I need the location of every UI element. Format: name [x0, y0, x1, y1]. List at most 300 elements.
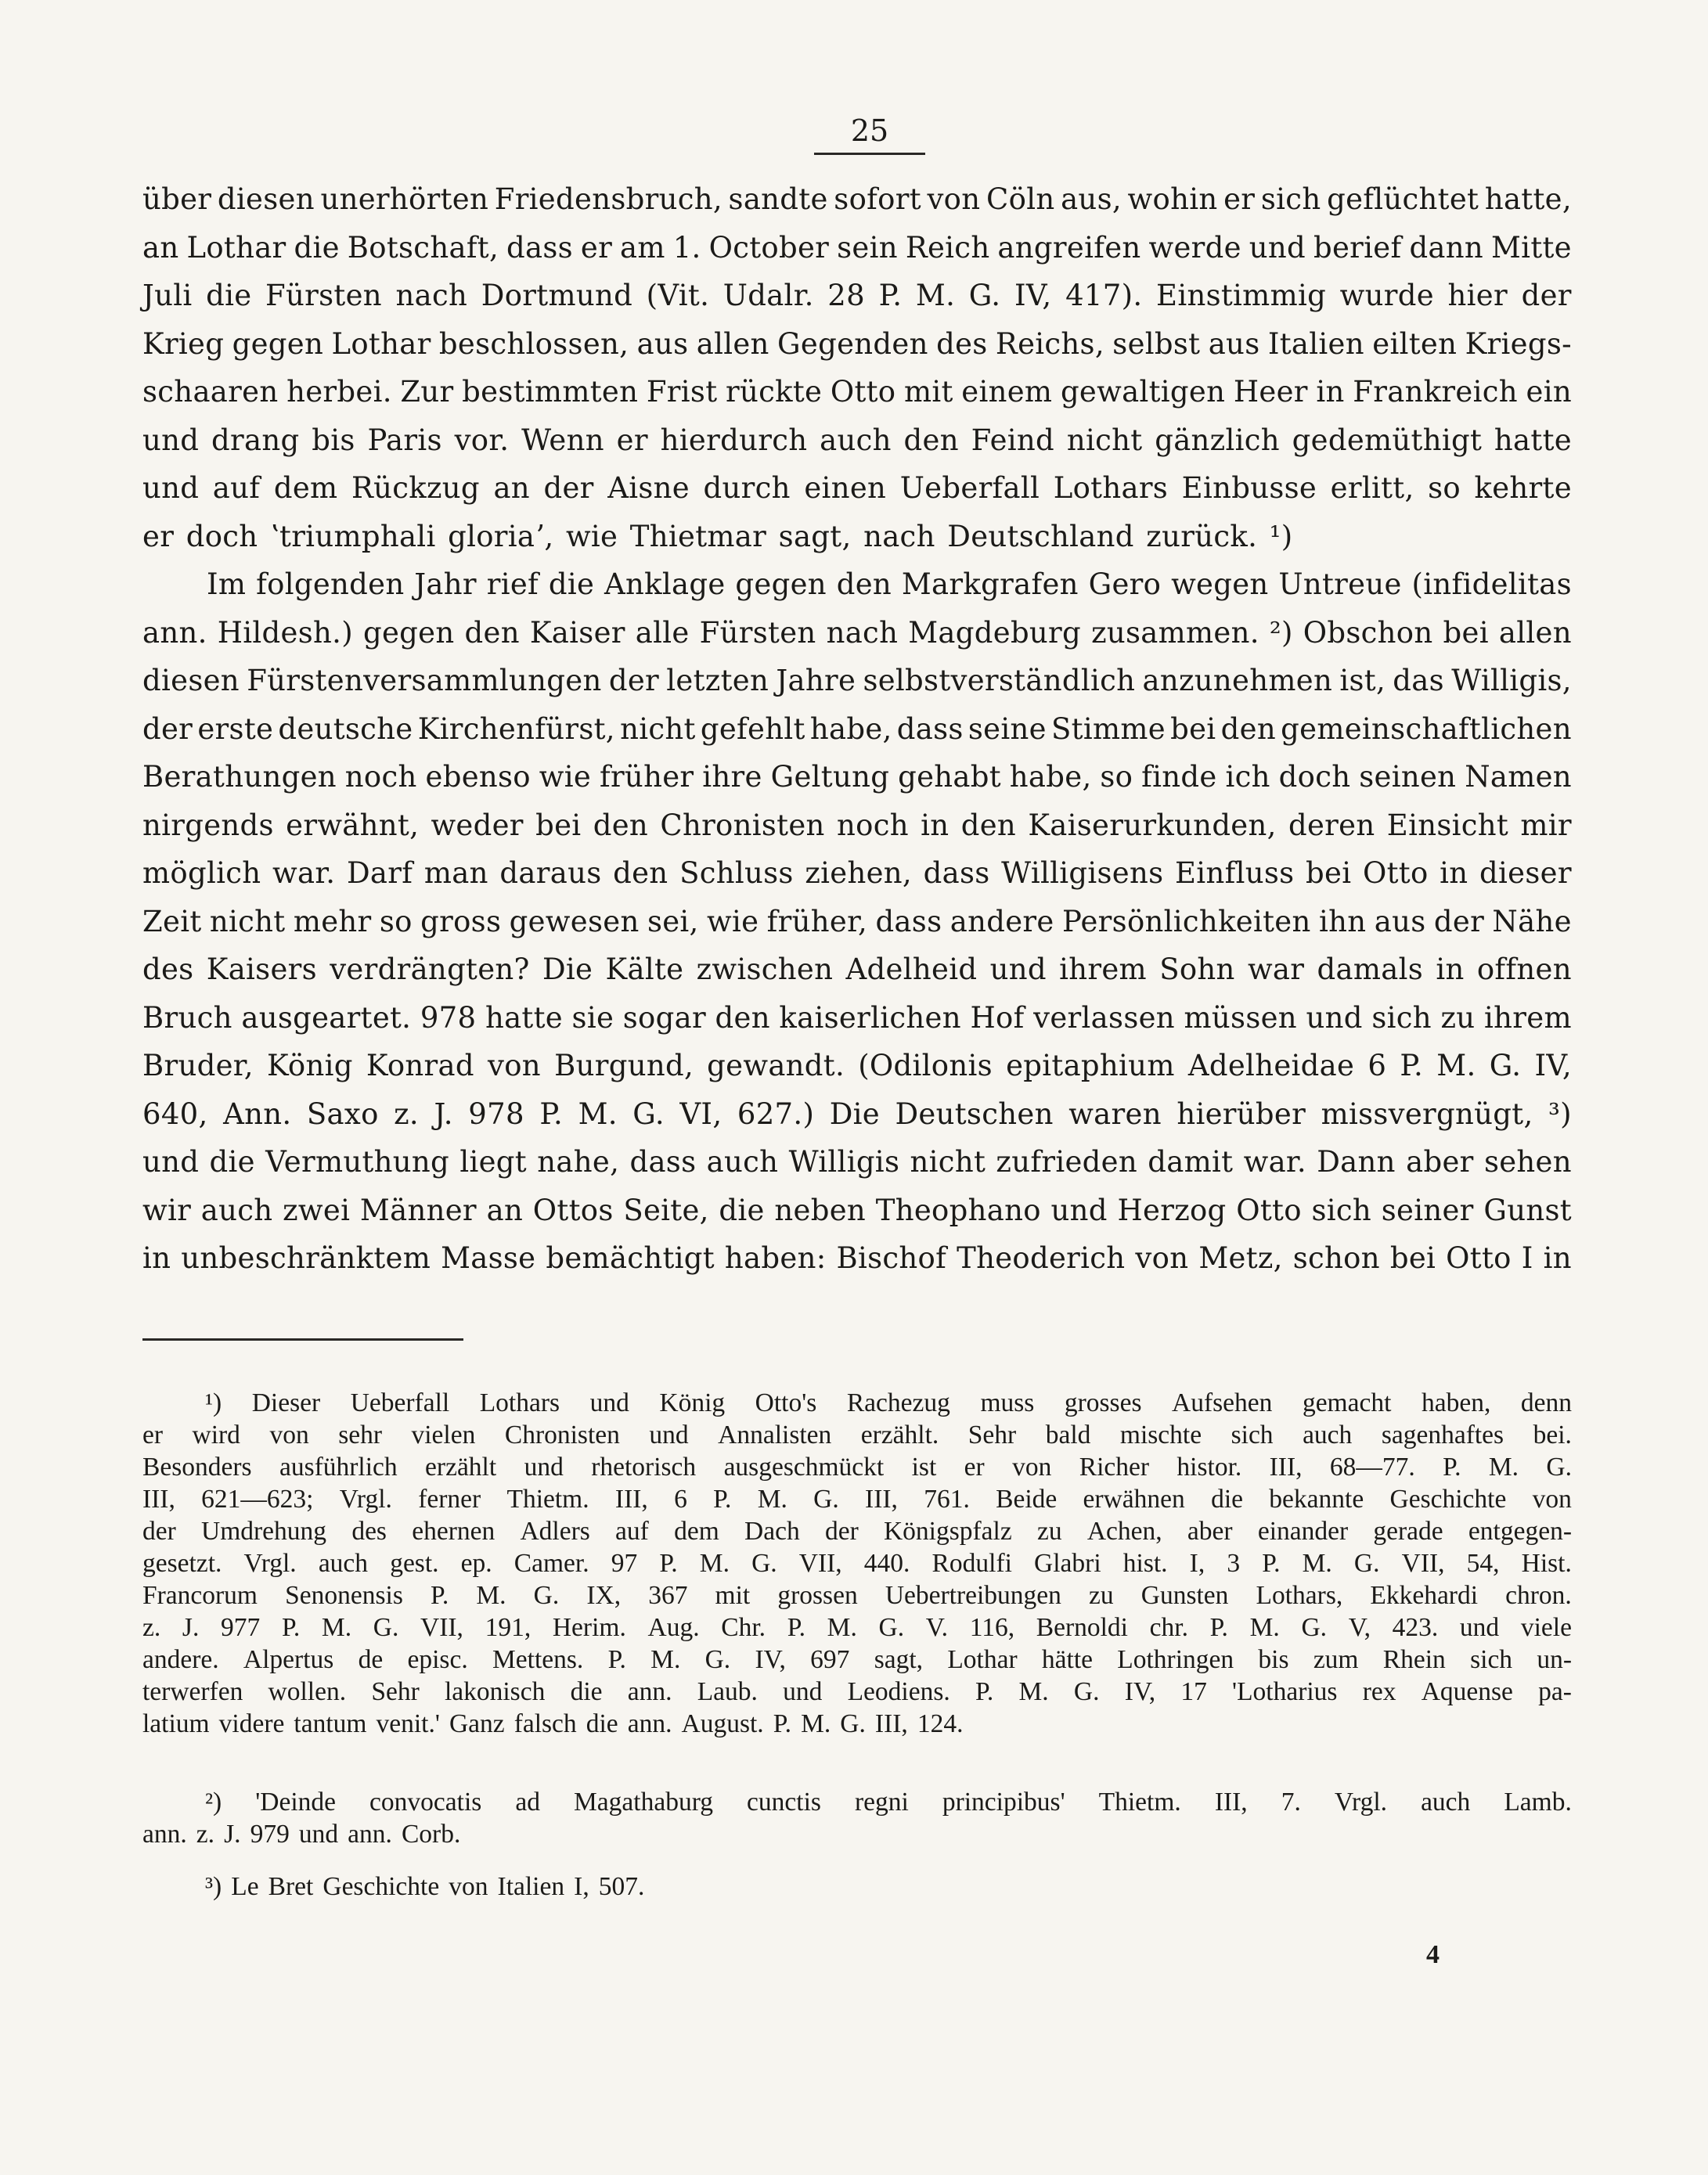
word: am — [620, 230, 665, 265]
word: Deutschland — [947, 519, 1134, 553]
text-line — [142, 224, 1572, 272]
word: den — [836, 567, 892, 601]
word: Kälte — [605, 952, 684, 986]
word: weder — [431, 808, 524, 842]
word: G. — [1489, 1049, 1522, 1082]
word: regni — [854, 1788, 909, 1817]
word: er — [580, 230, 613, 265]
word: tantum — [294, 1709, 367, 1738]
word: Ueberfall — [899, 471, 1040, 505]
word: früher — [599, 760, 694, 794]
word: gemeinschaftlichen — [1281, 711, 1572, 746]
word: M. — [321, 1613, 352, 1642]
word: P. — [607, 1645, 626, 1674]
word: ¹) — [205, 1388, 222, 1417]
word: aus — [1374, 904, 1426, 938]
word: 627.) — [737, 1097, 815, 1131]
word: P. — [1443, 1453, 1461, 1482]
word: III, — [865, 1485, 898, 1514]
word: und — [298, 1820, 339, 1849]
word: ausführlich — [279, 1453, 398, 1482]
word: I, — [574, 1872, 589, 1901]
word: deutsche — [278, 711, 413, 746]
word: hierüber — [1177, 1097, 1306, 1131]
word: gewaltigen — [1060, 375, 1226, 409]
word: M. — [827, 1613, 857, 1642]
word: Italien — [1267, 326, 1364, 361]
word: Sehr — [371, 1677, 420, 1706]
word: Otto — [830, 375, 896, 409]
word: lakonisch — [444, 1677, 546, 1706]
word: Dieser — [251, 1388, 321, 1417]
word: die — [586, 1709, 618, 1738]
word: zwischen — [696, 952, 834, 986]
word: Sohn — [1159, 952, 1235, 986]
word: Uebertreibungen — [885, 1581, 1061, 1610]
word: 68—77. — [1329, 1453, 1415, 1482]
word: Theoderich — [957, 1241, 1126, 1275]
word: chr. — [1149, 1613, 1188, 1642]
word: 507. — [598, 1872, 645, 1901]
word: 1. — [672, 230, 701, 265]
word: nicht — [910, 1145, 986, 1179]
word: war — [1247, 952, 1305, 986]
word: wird — [192, 1421, 240, 1449]
text-line — [142, 560, 1572, 609]
word: M. — [650, 1645, 681, 1674]
word: in — [921, 808, 949, 842]
word: haben, — [1421, 1388, 1491, 1417]
word: den — [1220, 711, 1276, 746]
word: und — [989, 952, 1047, 986]
word: ann. — [142, 615, 207, 650]
word: sie — [571, 1000, 614, 1035]
word: mischte — [1119, 1421, 1202, 1449]
word: ²) — [205, 1788, 222, 1817]
word: Burgund, — [554, 1049, 694, 1082]
word: III, — [874, 1709, 908, 1738]
word: M. — [915, 279, 956, 312]
word: gegen — [735, 567, 827, 601]
text-line — [142, 1234, 1572, 1283]
text-line — [142, 368, 1572, 416]
page-number: 25 — [814, 113, 925, 155]
word: aus — [636, 326, 689, 361]
word: zwei — [283, 1193, 351, 1227]
word: M. — [1302, 1549, 1332, 1578]
word: Rachezug — [846, 1388, 950, 1417]
word: muss — [980, 1388, 1035, 1417]
word: sagenhaftes — [1381, 1421, 1504, 1449]
word: ist, — [1339, 664, 1386, 697]
word: finde — [1141, 760, 1217, 794]
word: Richer — [1079, 1453, 1150, 1482]
word: mehr — [293, 904, 372, 938]
word: 621—623; — [201, 1485, 314, 1514]
word: Adlers — [520, 1517, 590, 1546]
word: beschlossen, — [438, 326, 629, 361]
word: Saxo — [306, 1097, 379, 1131]
word: Aufsehen — [1172, 1388, 1273, 1417]
word: man — [423, 856, 488, 890]
word: auf — [615, 1517, 649, 1546]
word: und — [649, 1421, 689, 1449]
word: Alpertus — [243, 1645, 334, 1674]
word: Kriegs- — [1465, 326, 1572, 361]
word: gänzlich — [1155, 423, 1280, 457]
word: seiner — [1381, 1193, 1474, 1227]
word: bei — [1170, 711, 1216, 746]
word: von — [488, 1049, 541, 1082]
word: Deutschen — [895, 1097, 1054, 1131]
word: Geltung — [770, 760, 890, 794]
word: so — [1100, 760, 1133, 794]
word: P. — [430, 1581, 449, 1610]
word: müssen — [1184, 1000, 1297, 1035]
word: 979 — [250, 1820, 290, 1849]
word: und — [142, 471, 200, 505]
word: P. — [1400, 1049, 1424, 1082]
word: Einfluss — [1175, 856, 1295, 890]
word: 761. — [924, 1485, 970, 1514]
footnote-line — [142, 1676, 1572, 1708]
word: diesen — [217, 182, 315, 216]
word: Corb. — [401, 1820, 461, 1849]
word: doch — [186, 519, 258, 553]
word: Otto — [1362, 856, 1429, 890]
word: Lothar — [331, 326, 431, 361]
word: entgegen- — [1468, 1517, 1572, 1546]
word: Lothar — [947, 1645, 1018, 1674]
word: gegen — [362, 615, 455, 650]
word: Rückzug — [351, 471, 480, 505]
word: allen — [696, 326, 769, 361]
word: terwerfen — [142, 1677, 243, 1706]
word: Achen, — [1086, 1517, 1162, 1546]
word: Ottos — [532, 1193, 614, 1227]
footnote-spacer — [142, 1850, 1572, 1871]
word: Metz, — [1198, 1241, 1283, 1275]
word: Krieg — [142, 326, 225, 361]
word: bis — [312, 423, 355, 457]
word: mit — [903, 375, 953, 409]
word: auch — [318, 1549, 369, 1578]
word: von — [927, 182, 981, 216]
word: 191, — [485, 1613, 531, 1642]
word: M. — [1436, 1049, 1476, 1082]
word: hatte — [485, 1000, 563, 1035]
word: noch — [344, 760, 417, 794]
word: G. — [968, 279, 1001, 312]
footnotes — [142, 1387, 1572, 1903]
word: ebenso — [425, 760, 531, 794]
word: denn — [1520, 1388, 1572, 1417]
word: mit — [715, 1581, 751, 1610]
word: möglich — [142, 856, 261, 890]
word: Chronisten — [504, 1421, 620, 1449]
word: III, — [1214, 1788, 1248, 1817]
text-line — [142, 320, 1572, 369]
word: an — [493, 471, 530, 505]
word: Bret — [268, 1872, 314, 1901]
word: der — [1433, 904, 1485, 938]
word: Fürstenversammlungen — [247, 664, 602, 697]
word: wir — [142, 1193, 192, 1227]
word: in — [1316, 375, 1345, 409]
word: Königspfalz — [883, 1517, 1012, 1546]
word: I — [1521, 1241, 1533, 1275]
word: Hof — [970, 1000, 1025, 1035]
word: dass — [923, 856, 990, 890]
word: die — [294, 230, 340, 265]
word: G. — [373, 1613, 399, 1642]
word: Herzog — [1117, 1193, 1227, 1227]
word: 6 — [674, 1485, 687, 1514]
text-line — [142, 945, 1572, 994]
word: Dach — [744, 1517, 800, 1546]
word: (infidelitas — [1411, 567, 1572, 601]
word: Mettens. — [492, 1645, 584, 1674]
word: dann — [1409, 230, 1484, 265]
word: Jahr — [414, 567, 477, 601]
footnote-line — [142, 1547, 1572, 1579]
word: Willigis, — [1451, 664, 1572, 697]
word: folgenden — [256, 567, 405, 601]
word: liegt — [459, 1145, 527, 1179]
word: P. — [281, 1613, 301, 1642]
word: Rodulfi — [931, 1549, 1012, 1578]
word: 28 — [827, 279, 865, 312]
word: z. — [196, 1820, 215, 1849]
word: gehabt — [898, 760, 1001, 794]
word: den — [613, 856, 668, 890]
word: Kaiser — [529, 615, 625, 650]
word: pa- — [1538, 1677, 1572, 1706]
word: der — [142, 711, 193, 746]
word: Willigisens — [1001, 856, 1164, 890]
word: war. — [272, 856, 336, 890]
word: Schluss — [679, 856, 794, 890]
word: Hildesh.) — [217, 615, 353, 650]
word: daraus — [499, 856, 602, 890]
word: verlassen — [1033, 1000, 1175, 1035]
word: ʽtriumphali — [269, 519, 436, 553]
footnote-line — [142, 1644, 1572, 1676]
word: ann. — [142, 1820, 187, 1849]
word: Seite, — [623, 1193, 709, 1227]
word: sein — [837, 230, 898, 265]
word: den — [464, 615, 520, 650]
text-line — [142, 1138, 1572, 1187]
word: gerade — [1373, 1517, 1443, 1546]
word: Feind — [971, 423, 1055, 457]
word: rückte — [725, 375, 823, 409]
word: J. — [434, 1097, 453, 1131]
word: epitaphium — [1006, 1049, 1175, 1082]
word: Im — [207, 567, 247, 601]
word: 640, — [142, 1097, 208, 1131]
word: (Vit. — [646, 279, 710, 312]
word: gewesen — [509, 904, 640, 938]
word: war. — [1243, 1145, 1306, 1179]
word: G. — [632, 1097, 665, 1131]
word: convocatis — [369, 1788, 482, 1817]
main-text — [142, 175, 1572, 1283]
word: ehernen — [412, 1517, 495, 1546]
word: seine — [968, 711, 1047, 746]
word: hier — [1447, 279, 1508, 312]
word: Beide — [996, 1485, 1058, 1514]
word: kaiserlichen — [779, 1000, 961, 1035]
footnote-line — [142, 1579, 1572, 1611]
word: falsch — [513, 1709, 577, 1738]
word: habe, — [809, 711, 892, 746]
word: ann. — [627, 1677, 672, 1706]
word: ihn — [1318, 904, 1367, 938]
word: gesetzt. — [142, 1549, 222, 1578]
word: ferner — [418, 1485, 481, 1514]
word: Darf — [346, 856, 413, 890]
word: König — [659, 1388, 726, 1417]
word: G. — [1353, 1549, 1380, 1578]
word: sich — [1371, 1000, 1432, 1035]
word: bei — [1389, 1241, 1436, 1275]
word: G. — [878, 1613, 905, 1642]
word: 697 — [810, 1645, 850, 1674]
word: VII, — [1401, 1549, 1445, 1578]
word: sofort — [834, 182, 921, 216]
word: VI, — [679, 1097, 722, 1131]
word: 124. — [917, 1709, 964, 1738]
word: missvergnügt, — [1321, 1097, 1533, 1131]
word: selbst — [1112, 326, 1201, 361]
text-line — [142, 1187, 1572, 1235]
word: Markgrafen — [901, 567, 1079, 601]
word: Fürsten — [265, 279, 382, 312]
word: Otto — [1446, 1241, 1512, 1275]
word: damals — [1317, 952, 1424, 986]
word: früher, — [766, 904, 868, 938]
word: nicht — [620, 711, 696, 746]
word: ziehen, — [805, 856, 912, 890]
text-line — [142, 1042, 1572, 1090]
word: un- — [1537, 1645, 1572, 1674]
word: Bruder, — [142, 1049, 254, 1082]
word: Willigis — [788, 1145, 900, 1179]
word: 97 — [611, 1549, 638, 1578]
word: er — [616, 423, 648, 457]
word: M. — [757, 1485, 787, 1514]
word: Botschaft, — [347, 230, 499, 265]
word: bis — [1258, 1645, 1289, 1674]
word: wohin — [1127, 182, 1218, 216]
text-line — [142, 609, 1572, 657]
word: vor. — [454, 423, 510, 457]
word: andere — [949, 904, 1054, 938]
word: von — [449, 1872, 488, 1901]
word: bekannte — [1269, 1485, 1364, 1514]
word: sandte — [728, 182, 828, 216]
word: J. — [224, 1820, 241, 1849]
word: 116, — [969, 1613, 1015, 1642]
word: ausgeartet. — [241, 1000, 412, 1035]
word: P. — [659, 1549, 678, 1578]
word: Dann — [1317, 1145, 1396, 1179]
word: P. — [713, 1485, 732, 1514]
text-line — [142, 705, 1572, 754]
text-line — [142, 175, 1572, 224]
word: Annalisten — [718, 1421, 832, 1449]
word: dem — [273, 471, 338, 505]
word: ihrem — [1059, 952, 1147, 986]
word: IX, — [586, 1581, 622, 1610]
word: M. — [1249, 1613, 1280, 1642]
word: IV, — [755, 1645, 786, 1674]
word: Sehr — [968, 1421, 1017, 1449]
word: wollen. — [268, 1677, 347, 1706]
word: IV, — [1014, 279, 1052, 312]
word: videre — [218, 1709, 285, 1738]
word: Masse — [441, 1241, 536, 1275]
word: ³) — [205, 1872, 222, 1901]
word: Bischof — [836, 1241, 947, 1275]
word: den — [715, 1000, 770, 1035]
word: so — [379, 904, 413, 938]
word: ²) — [1269, 615, 1293, 650]
word: erwähnen — [1083, 1485, 1185, 1514]
word: Herim. — [552, 1613, 626, 1642]
word: anzunehmen — [1142, 664, 1333, 697]
word: histor. — [1177, 1453, 1242, 1482]
word: G. — [1073, 1677, 1100, 1706]
word: Jahre — [776, 664, 856, 697]
footnote-line — [142, 1483, 1572, 1515]
word: von — [1532, 1485, 1572, 1514]
word: und — [589, 1388, 629, 1417]
word: nach — [395, 279, 468, 312]
word: und — [1306, 1000, 1363, 1035]
word: VII, — [420, 1613, 463, 1642]
word: Hist. — [1521, 1549, 1572, 1578]
word: nahe, — [537, 1145, 620, 1179]
word: der — [142, 1517, 176, 1546]
word: der — [543, 471, 594, 505]
word: angreifen — [997, 230, 1141, 265]
word: Vrgl. — [339, 1485, 392, 1514]
word: dass — [506, 230, 573, 265]
footnote-line — [142, 1786, 1572, 1818]
word: das — [1393, 664, 1444, 697]
word: zu — [1089, 1581, 1114, 1610]
word: Chr. — [721, 1613, 766, 1642]
word: in — [1440, 856, 1468, 890]
word: schon — [1292, 1241, 1380, 1275]
word: wegen — [1171, 567, 1269, 601]
word: Aquense — [1421, 1677, 1513, 1706]
word: ad — [515, 1788, 540, 1817]
word: 440. — [863, 1549, 910, 1578]
word: waren — [1068, 1097, 1162, 1131]
word: episc. — [407, 1645, 468, 1674]
word: Kaiserurkunden, — [1028, 808, 1277, 842]
word: Dortmund — [481, 279, 633, 312]
footnote-line — [142, 1818, 1572, 1850]
word: Friedensbruch, — [494, 182, 722, 216]
text-line — [142, 416, 1572, 465]
word: erzählt — [425, 1453, 497, 1482]
word: 54, — [1466, 1549, 1500, 1578]
word: hatte, — [1484, 182, 1572, 216]
